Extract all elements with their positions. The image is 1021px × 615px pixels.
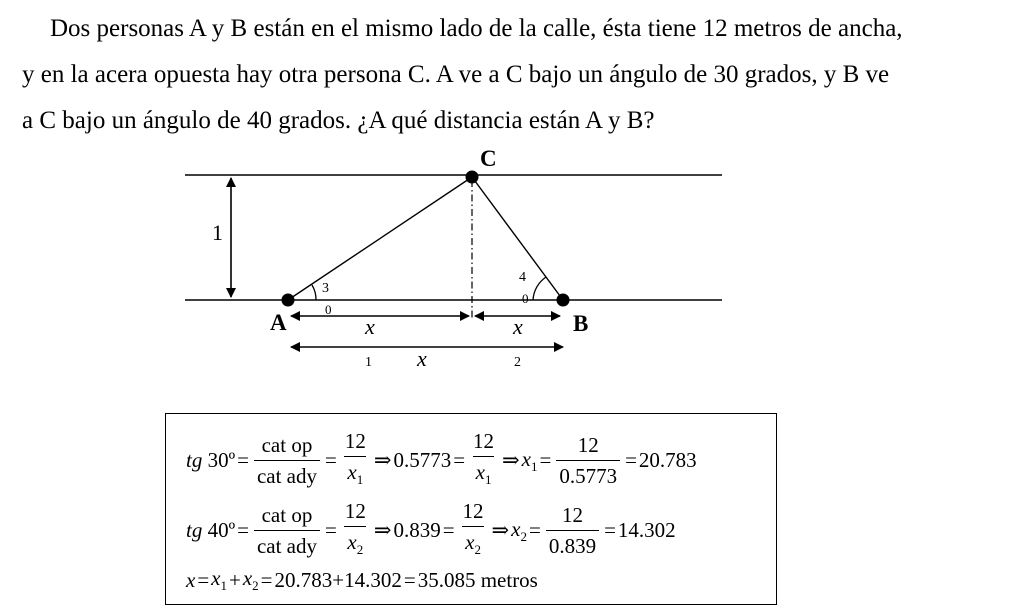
result-variable: $x_2$	[511, 516, 527, 544]
implies-arrow: ⇒	[491, 518, 510, 543]
problem-line-3: a C bajo un ángulo de 40 grados. ¿A qué distancia están A y B?	[22, 107, 655, 134]
x-total-label: x	[417, 346, 427, 371]
angle-value: 30º	[207, 448, 236, 473]
result-value: 14.302	[617, 518, 676, 543]
x1-label: x	[365, 314, 375, 339]
result-variable: $x_1$	[521, 446, 538, 474]
label-a: A	[270, 310, 287, 335]
problem-line-2: y en la acera opuesta hay otra persona C. A ve a C bajo un ángulo de 30 grados, y B ve	[22, 61, 890, 88]
total-variable: x	[186, 567, 196, 592]
equals-sign: =	[325, 518, 337, 543]
fraction-numerator: 12	[344, 499, 366, 523]
equals-sign: =	[604, 518, 616, 543]
line-a-to-c	[288, 177, 472, 300]
fraction	[342, 498, 369, 563]
fraction-denominator: cat ady	[254, 530, 320, 559]
sum-expression: 20.783+14.302	[274, 567, 402, 592]
label-c: C	[480, 146, 497, 171]
fraction-denominator: $x_1$	[473, 456, 495, 493]
street-width-label: 1	[212, 220, 223, 245]
equation-row-3	[186, 566, 538, 594]
equals-sign: =	[453, 448, 466, 473]
fraction-denominator: 0.839	[546, 530, 599, 559]
equation-row-1	[186, 428, 697, 493]
ratio-fraction	[254, 432, 320, 489]
implies-arrow: ⇒	[502, 448, 520, 473]
fraction-denominator: $x_1$	[344, 456, 366, 493]
fraction-numerator: 12	[577, 433, 599, 458]
x2-sub: 2	[514, 355, 521, 370]
fraction-denominator: $x_2$	[462, 526, 484, 563]
fraction-numerator: 12	[561, 503, 583, 528]
fraction-numerator: cat op	[261, 503, 313, 528]
tg-func: tg	[186, 518, 203, 543]
angle-a-arc	[312, 285, 316, 300]
x2-label: x	[513, 314, 523, 339]
angle-b-label: 4	[519, 270, 526, 285]
fraction-denominator: cat ady	[254, 460, 320, 489]
fraction	[342, 428, 369, 493]
fraction-numerator: 12	[462, 499, 484, 523]
point-c	[466, 171, 479, 184]
fraction	[546, 502, 599, 559]
angle-a-label: 3	[322, 281, 329, 296]
equals-sign: =	[325, 448, 337, 473]
point-a	[282, 294, 295, 307]
problem-line-1: Dos personas A y B están en el mismo lado de la calle, ésta tiene 12 metros de ancha,	[50, 15, 903, 42]
implies-arrow: ⇒	[373, 518, 392, 543]
line-c-to-b	[472, 177, 563, 300]
tangent-value: 0.5773	[393, 448, 452, 473]
angle-b-sub: 0	[522, 291, 529, 306]
point-b	[557, 294, 570, 307]
fraction	[556, 432, 620, 489]
solution-box	[165, 413, 777, 605]
fraction-denominator: $x_2$	[344, 526, 366, 563]
fraction	[470, 428, 497, 493]
equals-sign: =	[539, 448, 552, 473]
equals-sign: =	[197, 567, 210, 592]
tangent-value: 0.839	[393, 518, 441, 543]
fraction-denominator: 0.5773	[556, 460, 620, 489]
plus-sign: +	[229, 567, 241, 592]
fraction-numerator: cat op	[261, 433, 313, 458]
equals-sign: =	[625, 448, 637, 473]
equals-sign: =	[528, 518, 541, 543]
equals-sign: =	[237, 448, 249, 473]
total-result: 35.085 metros	[417, 567, 538, 592]
implies-arrow: ⇒	[373, 448, 392, 473]
tg-func: tg	[186, 448, 203, 473]
angle-a-sub: 0	[325, 302, 332, 317]
label-b: B	[573, 311, 589, 336]
fraction-numerator: 12	[344, 429, 366, 453]
x1-term: $x_1$	[211, 566, 227, 594]
angle-b-arc	[533, 277, 546, 300]
fraction-numerator: 12	[473, 429, 495, 453]
fraction	[460, 498, 487, 563]
equation-row-2	[186, 498, 676, 563]
x1-sub: 1	[365, 355, 372, 370]
equals-sign: =	[237, 518, 249, 543]
result-value: 20.783	[638, 448, 697, 473]
x2-term: $x_2$	[242, 566, 259, 594]
ratio-fraction	[254, 502, 320, 559]
equals-sign: =	[403, 567, 416, 592]
equals-sign: =	[442, 518, 455, 543]
equals-sign: =	[260, 567, 273, 592]
angle-value: 40º	[207, 518, 236, 543]
